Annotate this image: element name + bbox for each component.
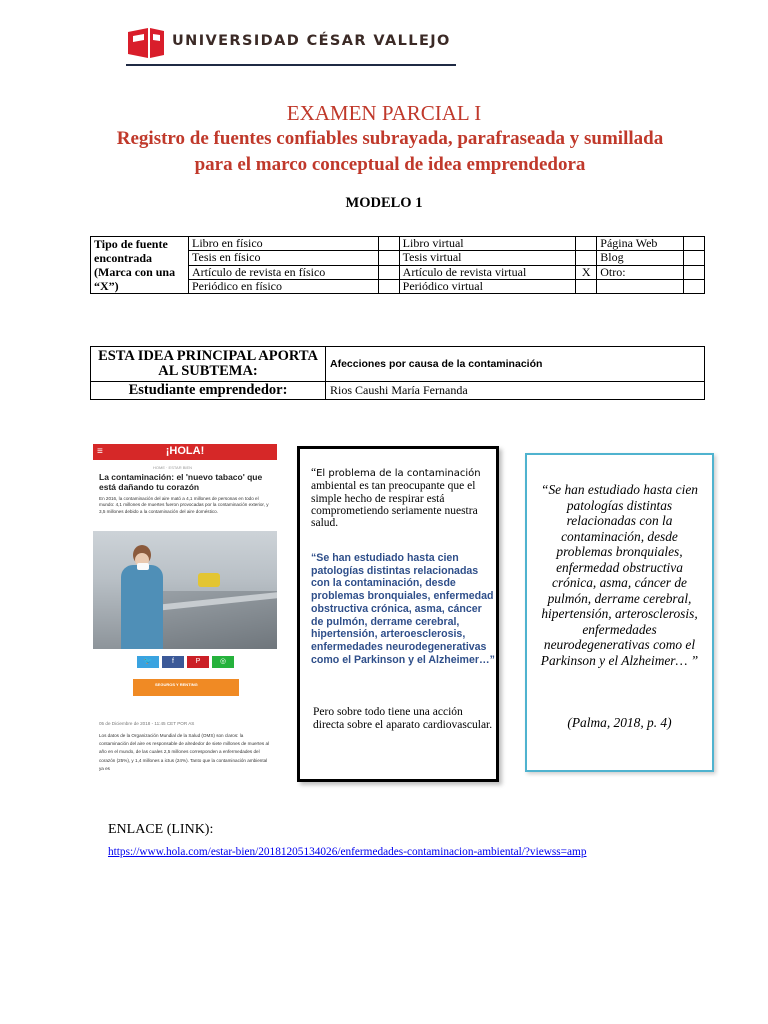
mark-cell bbox=[378, 237, 399, 251]
subtheme-label: ESTA IDEA PRINCIPAL APORTA AL SUBTEMA: bbox=[91, 347, 326, 382]
quote-box bbox=[525, 453, 714, 772]
open-quote: “ bbox=[311, 467, 317, 479]
article-brand: ¡HOLA! bbox=[165, 445, 205, 457]
facebook-icon: f bbox=[162, 656, 184, 668]
mark-cell bbox=[576, 279, 597, 293]
option-cell: Página Web bbox=[597, 237, 684, 251]
exam-subtitle: Registro de fuentes confiables subrayada, parafraseada y sumillada para el marco conceptual de idea emprendedora bbox=[116, 128, 664, 175]
ad-text: SEGUROS Y RENTING bbox=[155, 682, 198, 687]
mark-cell-selected: X bbox=[576, 265, 597, 279]
whatsapp-icon: ◎ bbox=[212, 656, 234, 668]
paraphrase-intro-underlined: El problema de la contaminación bbox=[316, 468, 481, 479]
option-cell: Libro virtual bbox=[399, 237, 576, 251]
link-label: ENLACE (LINK): bbox=[108, 822, 214, 837]
paraphrase-intro bbox=[311, 467, 497, 529]
model-label: MODELO 1 bbox=[345, 195, 423, 211]
paraphrase-quote: “Se han estudiado hasta cien patologías distintas relacionadas con la contaminación, desde problemas bronquiales, enfermedad obstructiva crónica, asma, cáncer de pulmón, derrame cerebral, hipertensión, arteroesclerosis, enfermedades neurodegenerativas como el Parkinson y el Alzheimer…” bbox=[311, 552, 495, 666]
quote-citation: (Palma, 2018, p. 4) bbox=[567, 715, 672, 730]
mark-cell bbox=[378, 279, 399, 293]
mark-cell bbox=[684, 237, 705, 251]
university-name: UNIVERSIDAD CÉSAR VALLEJO bbox=[172, 33, 451, 49]
article-lead: En 2016, la contaminación del aire mató a 4,1 millones de personas en todo el mundo: 4,1 millones de muertes fueron provocadas por la contaminación exterior, y 3,5 millones debido a la contaminación del aire doméstico. bbox=[99, 496, 269, 514]
exam-title: EXAMEN PARCIAL I bbox=[286, 101, 482, 125]
option-cell: Tesis en físico bbox=[189, 251, 379, 265]
option-cell: Periódico virtual bbox=[399, 279, 576, 293]
table-row bbox=[91, 347, 705, 382]
article-breadcrumb: HOME · ESTAR BIEN bbox=[153, 465, 193, 470]
source-type-table bbox=[90, 236, 705, 294]
mark-cell bbox=[684, 279, 705, 293]
idea-table bbox=[90, 346, 705, 400]
source-type-label: Tipo de fuente encontrada (Marca con una “X”) bbox=[91, 237, 189, 294]
option-cell: Libro en físico bbox=[189, 237, 379, 251]
paraphrase-intro-rest: ambiental es tan preocupante que el simple hecho de respirar está comprometiendo seriamente nuestra salud. bbox=[311, 480, 478, 530]
article-ad-banner bbox=[133, 679, 239, 696]
header-divider bbox=[126, 64, 456, 66]
option-cell: Periódico en físico bbox=[189, 279, 379, 293]
mark-cell bbox=[378, 251, 399, 265]
article-headline: La contaminación: el 'nuevo tabaco' que está dañando tu corazón bbox=[99, 472, 263, 492]
menu-icon: ≡ bbox=[97, 446, 103, 457]
mark-cell bbox=[576, 237, 597, 251]
social-share-bar bbox=[137, 656, 237, 668]
mark-cell bbox=[378, 265, 399, 279]
source-link[interactable]: https://www.hola.com/estar-bien/20181205134026/enfermedades-contaminacion-ambiental/?viewss=amp bbox=[108, 846, 587, 858]
option-cell: Artículo de revista en físico bbox=[189, 265, 379, 279]
student-label: Estudiante emprendedor: bbox=[91, 382, 326, 400]
mark-cell bbox=[684, 251, 705, 265]
twitter-icon: 🐦 bbox=[137, 656, 159, 668]
mark-cell bbox=[684, 265, 705, 279]
article-photo bbox=[93, 531, 277, 649]
option-cell: Artículo de revista virtual bbox=[399, 265, 576, 279]
option-cell bbox=[597, 279, 684, 293]
option-cell: Tesis virtual bbox=[399, 251, 576, 265]
article-date: 05 de Diciembre de 2018 - 11:45 CET POR AS bbox=[99, 721, 195, 726]
option-cell: Blog bbox=[597, 251, 684, 265]
quote-text: “Se han estudiado hasta cien patologías distintas relacionadas con la contaminación, desde problemas bronquiales, enfermedad obstructiva crónica, asma, cáncer de pulmón, derrame cerebral, hipertensión, arterosclerosis, enfermedades neurodegenerativas como el Parkinson y el Alzheimer… ” bbox=[540, 482, 699, 668]
table-row bbox=[91, 382, 705, 400]
pinterest-icon: P bbox=[187, 656, 209, 668]
table-row bbox=[91, 237, 705, 251]
mark-cell bbox=[576, 251, 597, 265]
university-logo bbox=[128, 28, 164, 58]
student-value: Rios Caushi María Fernanda bbox=[326, 382, 705, 400]
option-cell: Otro: bbox=[597, 265, 684, 279]
subtheme-value: Afecciones por causa de la contaminación bbox=[326, 347, 705, 382]
article-body: Los datos de la Organización Mundial de la Salud (OMS) son claros: la contaminación del aire es responsable de alrededor de siete millones de muertes al año en el mundo, de las cuales 2,5 millones corresponden a enfermedades del corazón (25%), y 1,4 millones a ictus (24%). Tanto que la contaminación ambiental ya es bbox=[99, 733, 270, 771]
paraphrase-box bbox=[297, 446, 499, 782]
paraphrase-outro: Pero sobre todo tiene una acción directa sobre el aparato cardiovascular. bbox=[313, 706, 493, 731]
article-screenshot bbox=[93, 444, 277, 781]
